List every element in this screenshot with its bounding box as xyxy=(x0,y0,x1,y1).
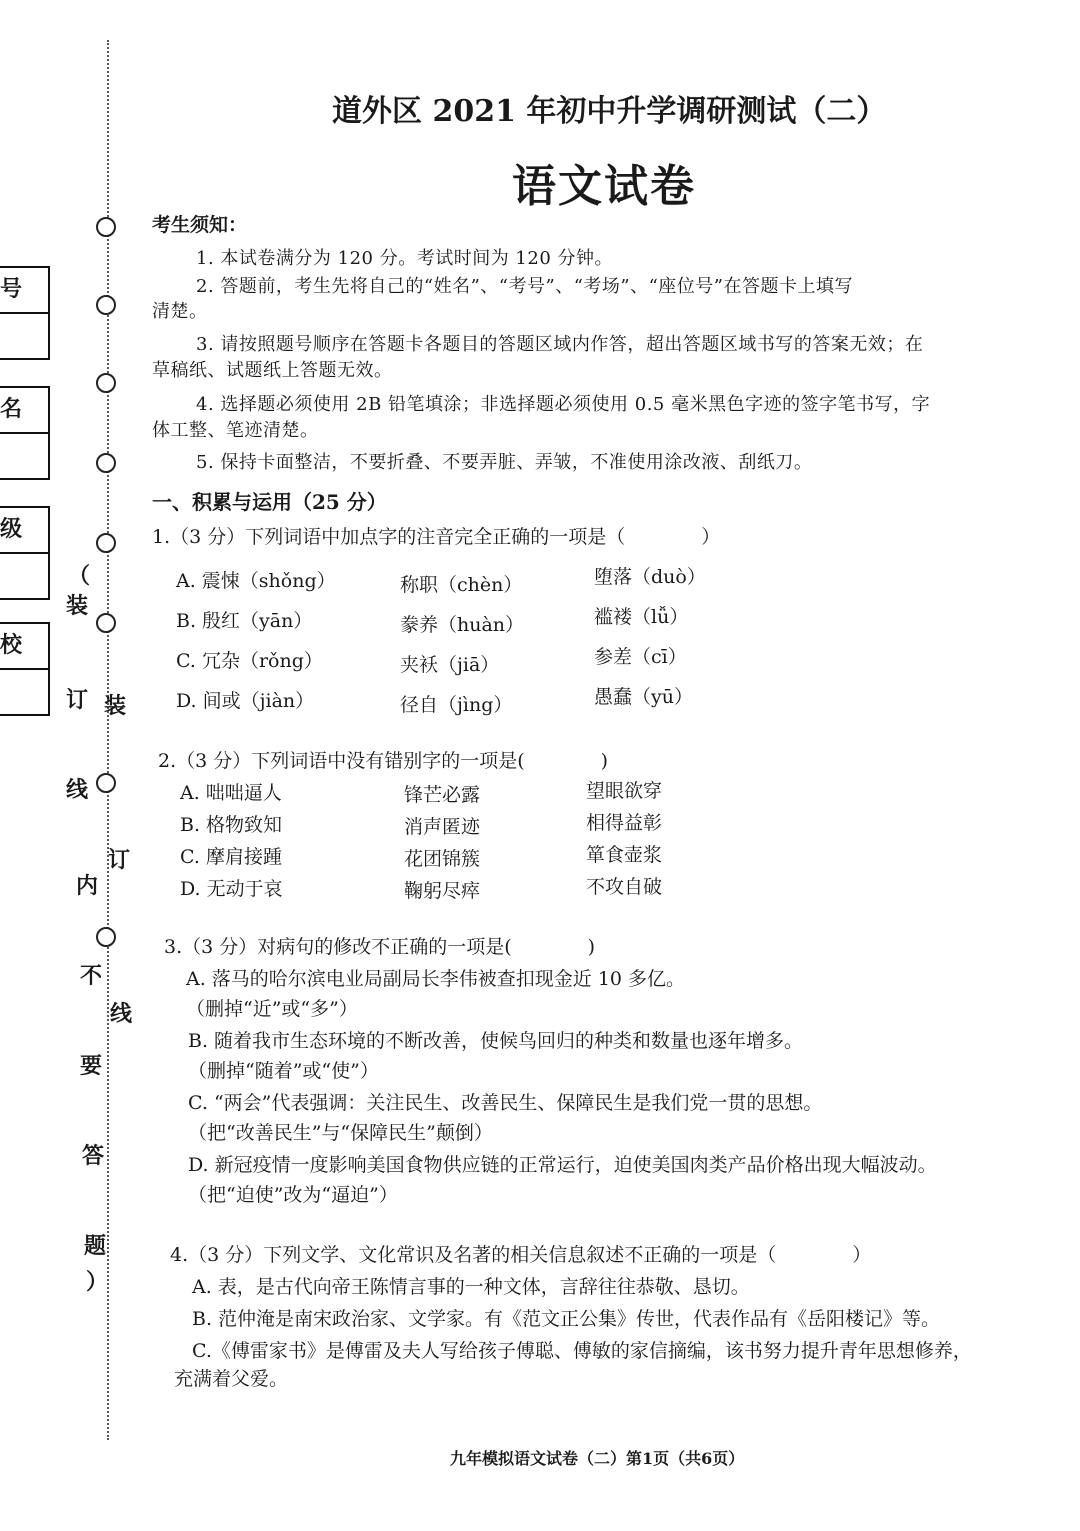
q2-option: D. 无动于哀 xyxy=(180,878,283,900)
binding-char: 装 xyxy=(66,594,89,619)
q1-option: 参差（cī） xyxy=(594,646,687,668)
field-label: 号 xyxy=(0,268,48,314)
q1-option: 堕落（duò） xyxy=(594,566,706,588)
field-name[interactable] xyxy=(0,386,50,480)
binding-dotted-line xyxy=(107,40,109,1440)
binding-char: 要 xyxy=(80,1054,103,1079)
q2-option: B. 格物致知 xyxy=(180,814,283,836)
q1-option: C. 冗杂（rǒng） xyxy=(176,650,323,672)
question-4-stem: 4.（3 分）下列文学、文化常识及名著的相关信息叙述不正确的一项是（ ） xyxy=(170,1244,872,1266)
field-school[interactable] xyxy=(0,622,50,716)
binding-char: （ xyxy=(68,564,91,589)
q1-option: 径自（jìng） xyxy=(400,694,513,716)
field-label: 名 xyxy=(0,388,48,434)
q4-option: A. 表，是古代向帝王陈情言事的一种文体，言辞往往恭敬、恳切。 xyxy=(192,1276,750,1298)
binding-char: 订 xyxy=(66,688,89,713)
q4-option: 充满着父爱。 xyxy=(174,1368,289,1390)
notice-line: 1. 本试卷满分为 120 分。考试时间为 120 分钟。 xyxy=(196,248,613,269)
notice-line: 体工整、笔迹清楚。 xyxy=(152,420,319,441)
binding-hole xyxy=(96,295,116,315)
q1-option: A. 震悚（shǒng） xyxy=(176,570,336,592)
notice-line: 草稿纸、试题纸上答题无效。 xyxy=(152,360,393,381)
page-footer: 九年模拟语文试卷（二）第1页（共6页） xyxy=(450,1449,745,1468)
q3-option: C. “两会”代表强调：关注民生、改善民生、保障民生是我们党一贯的思想。 xyxy=(188,1092,823,1114)
binding-char: ） xyxy=(86,1270,109,1295)
question-1-stem: 1.（3 分）下列词语中加点字的注音完全正确的一项是（ ） xyxy=(152,526,721,548)
binding-hole xyxy=(96,373,116,393)
field-label: 校 xyxy=(0,624,48,670)
q1-option: 愚蠢（yū） xyxy=(594,686,693,708)
binding-char: 订 xyxy=(108,848,131,873)
q3-note: （把“迫使”改为“逼迫”） xyxy=(188,1184,398,1206)
binding-hole xyxy=(96,613,116,633)
binding-char: 线 xyxy=(110,1002,133,1027)
q2-option: 消声匿迹 xyxy=(404,816,481,838)
q4-option: C.《傅雷家书》是傅雷及夫人写给孩子傅聪、傅敏的家信摘编，该书努力提升青年思想修养， xyxy=(192,1340,972,1362)
question-3-stem: 3.（3 分）对病句的修改不正确的一项是( ) xyxy=(164,936,596,958)
q3-option: A. 落马的哈尔滨电业局副局长李伟被查扣现金近 10 多亿。 xyxy=(186,968,686,990)
q1-option: D. 间或（jiàn） xyxy=(176,690,315,712)
binding-char: 答 xyxy=(82,1144,105,1169)
field-class[interactable] xyxy=(0,506,50,600)
q1-option: 称职（chèn） xyxy=(400,574,523,596)
exam-title: 道外区 2021 年初中升学调研测试（二） xyxy=(332,94,887,129)
q3-note: （把“改善民生”与“保障民生”颠倒） xyxy=(188,1122,493,1144)
q2-option: 望眼欲穿 xyxy=(586,780,663,802)
binding-char: 内 xyxy=(76,874,99,899)
q1-option: 夹袄（jiā） xyxy=(400,654,500,676)
binding-hole xyxy=(96,773,116,793)
section-title: 一、积累与运用（25 分） xyxy=(152,490,387,514)
q2-option: C. 摩肩接踵 xyxy=(180,846,282,868)
notice-line: 2. 答题前，考生先将自己的“姓名”、“考号”、“考场”、“座位号”在答题卡上填写 xyxy=(196,276,854,297)
q2-option: 不攻自破 xyxy=(586,876,663,898)
q2-option: 鞠躬尽瘁 xyxy=(404,880,481,902)
notice-line: 5. 保持卡面整洁，不要折叠、不要弄脏、弄皱，不准使用涂改液、刮纸刀。 xyxy=(196,452,813,473)
binding-hole xyxy=(96,533,116,553)
q1-option: 豢养（huàn） xyxy=(400,614,525,636)
q4-option: B. 范仲淹是南宋政治家、文学家。有《范文正公集》传世，代表作品有《岳阳楼记》等。 xyxy=(192,1308,941,1330)
binding-char: 不 xyxy=(80,964,103,989)
q2-option: A. 咄咄逼人 xyxy=(180,782,282,804)
notice-line: 4. 选择题必须使用 2B 铅笔填涂；非选择题必须使用 0.5 毫米黑色字迹的签字笔书写，字 xyxy=(196,394,931,415)
q1-option: 褴褛（lǚ） xyxy=(594,606,689,628)
q3-note: （删掉“随着”或“使”） xyxy=(188,1060,379,1082)
notice-heading: 考生须知： xyxy=(152,214,248,236)
q2-option: 花团锦簇 xyxy=(404,848,481,870)
binding-char: 装 xyxy=(104,694,127,719)
q2-option: 相得益彰 xyxy=(586,812,663,834)
binding-hole xyxy=(96,217,116,237)
q2-option: 箪食壶浆 xyxy=(586,844,663,866)
field-exam-number[interactable] xyxy=(0,266,50,360)
question-2-stem: 2.（3 分）下列词语中没有错别字的一项是( ) xyxy=(158,750,609,772)
q1-option: B. 殷红（yān） xyxy=(176,610,313,632)
subject-title: 语文试卷 xyxy=(512,161,696,212)
notice-line: 清楚。 xyxy=(152,301,208,322)
q3-option: D. 新冠疫情一度影响美国食物供应链的正常运行，迫使美国肉类产品价格出现大幅波动。 xyxy=(188,1154,937,1176)
binding-char: 题 xyxy=(84,1234,107,1259)
notice-line: 3. 请按照题号顺序在答题卡各题目的答题区域内作答，超出答题区域书写的答案无效；在 xyxy=(196,334,924,355)
binding-char: 线 xyxy=(66,778,89,803)
binding-hole xyxy=(96,453,116,473)
binding-hole xyxy=(96,927,116,947)
field-label: 级 xyxy=(0,508,48,554)
q3-note: （删掉“近”或“多”） xyxy=(186,998,358,1020)
q2-option: 锋芒必露 xyxy=(404,784,481,806)
q3-option: B. 随着我市生态环境的不断改善，使候鸟回归的种类和数量也逐年增多。 xyxy=(188,1030,804,1052)
